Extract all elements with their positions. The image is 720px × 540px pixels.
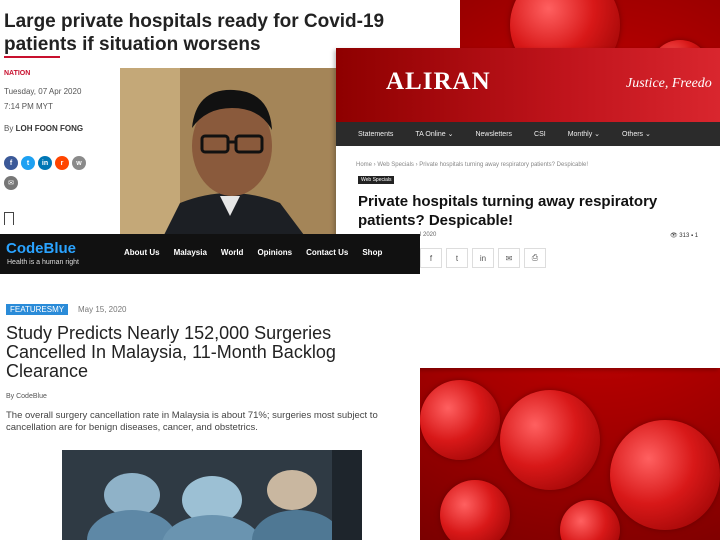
section-label[interactable]: NATION — [4, 70, 31, 77]
linkedin-icon[interactable]: in — [38, 156, 52, 170]
nav-statements[interactable]: Statements — [358, 130, 394, 138]
aliran-logo[interactable]: ALIRAN — [386, 68, 491, 95]
reddit-icon[interactable]: r — [55, 156, 69, 170]
menu-contact-us[interactable]: Contact Us — [306, 248, 349, 257]
article-time: 7:14 PM MYT — [4, 102, 53, 111]
codeblue-logo[interactable]: CodeBlue — [6, 240, 77, 257]
article-byline: By CodeBlue — [6, 393, 47, 400]
share-bar — [420, 248, 546, 268]
nav-others[interactable]: Others ⌄ — [622, 131, 651, 138]
whatsapp-icon[interactable]: w — [72, 156, 86, 170]
portrait-illustration — [120, 68, 338, 243]
menu-malaysia[interactable]: Malaysia — [173, 248, 207, 257]
codeblue-menu — [124, 248, 382, 257]
article-date: May 15, 2020 — [78, 305, 127, 314]
category-badge[interactable]: Web Specials — [358, 176, 394, 184]
linkedin-icon[interactable]: in — [472, 248, 494, 268]
aliran-nav — [336, 122, 720, 146]
nav-csi[interactable]: CSI — [534, 130, 546, 138]
surgery-photo — [62, 450, 362, 540]
nav-newsletters[interactable]: Newsletters — [475, 130, 513, 138]
category-tag[interactable]: FEATURESMY — [6, 304, 68, 315]
aliran-tagline: Justice, Freedo — [626, 76, 712, 91]
surgeons-illustration — [62, 450, 362, 540]
facebook-icon[interactable]: f — [420, 248, 442, 268]
share-bar — [4, 156, 86, 170]
article-date: l 2020 — [420, 232, 437, 238]
article-date: Tuesday, 07 Apr 2020 — [4, 87, 82, 96]
nav-ta-online[interactable]: TA Online ⌄ — [415, 131, 454, 138]
view-count: 👁 313 ▪ 1 — [670, 233, 699, 239]
codeblue-article-panel — [0, 234, 420, 540]
article-headline[interactable]: Large private hospitals ready for Covid-19 patients if situation worsens — [4, 11, 385, 55]
article-excerpt: The overall surgery cancellation rate in Malaysia is about 71%; surgeries most subject to cancellation are for benign diseases, cancer, and obstetrics. — [6, 410, 378, 433]
headline-underline — [4, 56, 60, 58]
codeblue-subtitle: Health is a human right — [7, 259, 79, 266]
nav-monthly[interactable]: Monthly ⌄ — [567, 131, 601, 138]
menu-about-us[interactable]: About Us — [124, 248, 160, 257]
twitter-icon[interactable]: t — [21, 156, 35, 170]
menu-opinions[interactable]: Opinions — [257, 248, 293, 257]
breadcrumb[interactable]: Home › Web Specials › Private hospitals turning away respiratory patients? Despicable! — [356, 162, 588, 168]
article-headline[interactable]: Study Predicts Nearly 152,000 Surgeries Cancelled In Malaysia, 11-Month Backlog Clearance — [6, 323, 336, 381]
article-byline — [4, 124, 83, 133]
menu-shop[interactable]: Shop — [362, 248, 383, 257]
print-icon[interactable]: ⎙ — [524, 248, 546, 268]
article-headline[interactable]: Private hospitals turning away respiratory patients? Despicable! — [358, 193, 658, 229]
menu-world[interactable]: World — [220, 248, 244, 257]
email-icon[interactable]: ✉ — [4, 176, 18, 190]
byline-prefix: By — [4, 124, 14, 133]
facebook-icon[interactable]: f — [4, 156, 18, 170]
bookmark-icon[interactable] — [4, 212, 14, 225]
author-name[interactable]: LOH FOON FONG — [15, 124, 84, 133]
email-icon[interactable]: ✉ — [498, 248, 520, 268]
article-photo — [120, 68, 338, 243]
twitter-icon[interactable]: t — [446, 248, 468, 268]
